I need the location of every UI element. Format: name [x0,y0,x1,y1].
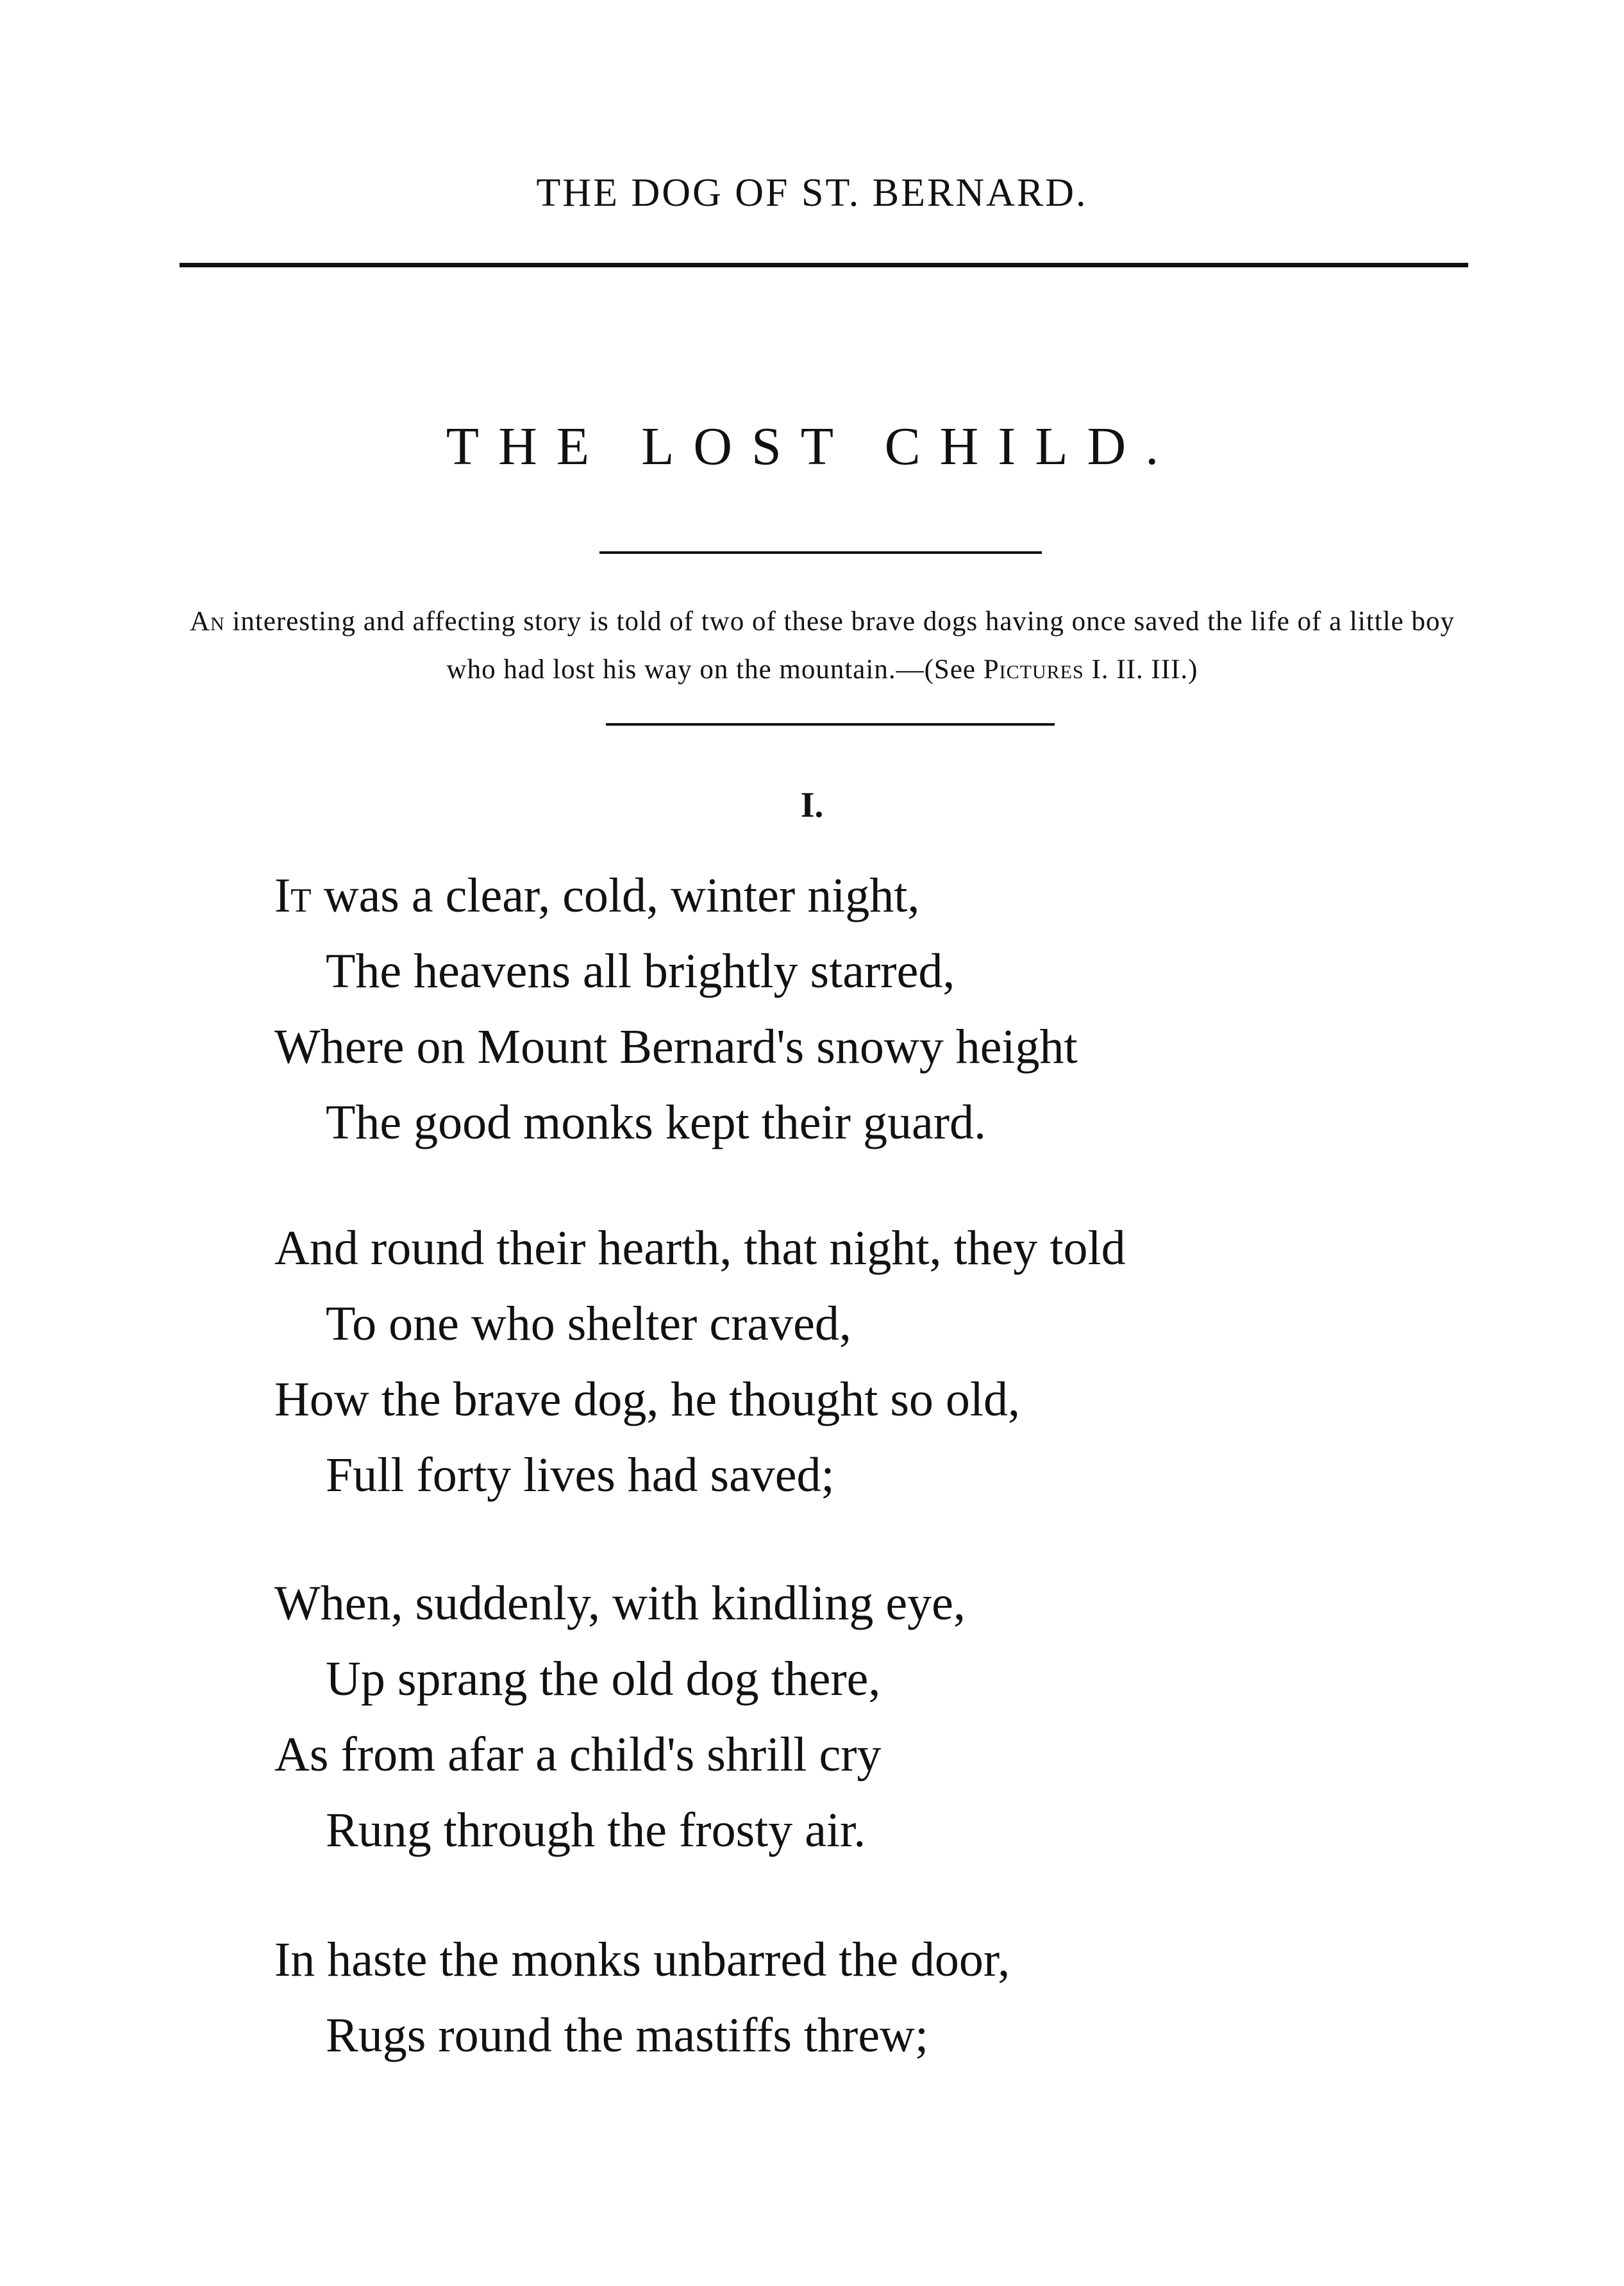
verse-line [274,858,1493,933]
verse-line: How the brave dog, he thought so old, [274,1372,1021,1426]
verse-line: To one who shelter craved, [326,1297,851,1351]
verse-line: When, suddenly, with kindling eye, [274,1576,966,1630]
intro-ref-numbers: I. II. III.) [1084,655,1198,685]
chapter-title: THE LOST CHILD. [446,417,1178,476]
verse-line: Full forty lives had saved; [326,1448,835,1502]
intro-paragraph [173,597,1471,694]
intro-rule [606,723,1055,726]
verse-line-text: was a clear, cold, winter night, [311,869,920,922]
verse-lead-word: It [274,869,312,922]
verse-line: Rugs round the mastiffs threw; [326,2008,929,2062]
verse-line: Rung through the frosty air. [326,1803,866,1857]
verse-line: Up sprang the old dog there, [326,1652,881,1706]
stanza-1 [274,858,1493,1160]
verse-line: Where on Mount Bernard's snowy height [274,1020,1078,1074]
stanza-4 [274,1922,1493,2073]
verse-line: In haste the monks unbarred the door, [274,1933,1010,1987]
verse-line: The good monks kept their guard. [326,1096,987,1149]
stanza-2 [274,1210,1493,1513]
stanza-3 [274,1565,1493,1868]
intro-lead-word: An [189,606,225,637]
intro-text: interesting and affecting story is told of two of these brave dogs having once saved the life of a little boy who had lost his way on the mountain.—(See [224,606,1455,685]
running-head: THE DOG OF ST. BERNARD. [536,171,1088,215]
header-rule [180,263,1468,267]
verse-line: The heavens all brightly starred, [326,944,955,998]
section-number: I. [800,785,824,825]
verse-line: And round their hearth, that night, they told [274,1221,1126,1275]
verse-line: As from afar a child's shrill cry [274,1728,882,1781]
title-rule [599,551,1042,554]
intro-ref-label: Pictures [983,655,1084,685]
